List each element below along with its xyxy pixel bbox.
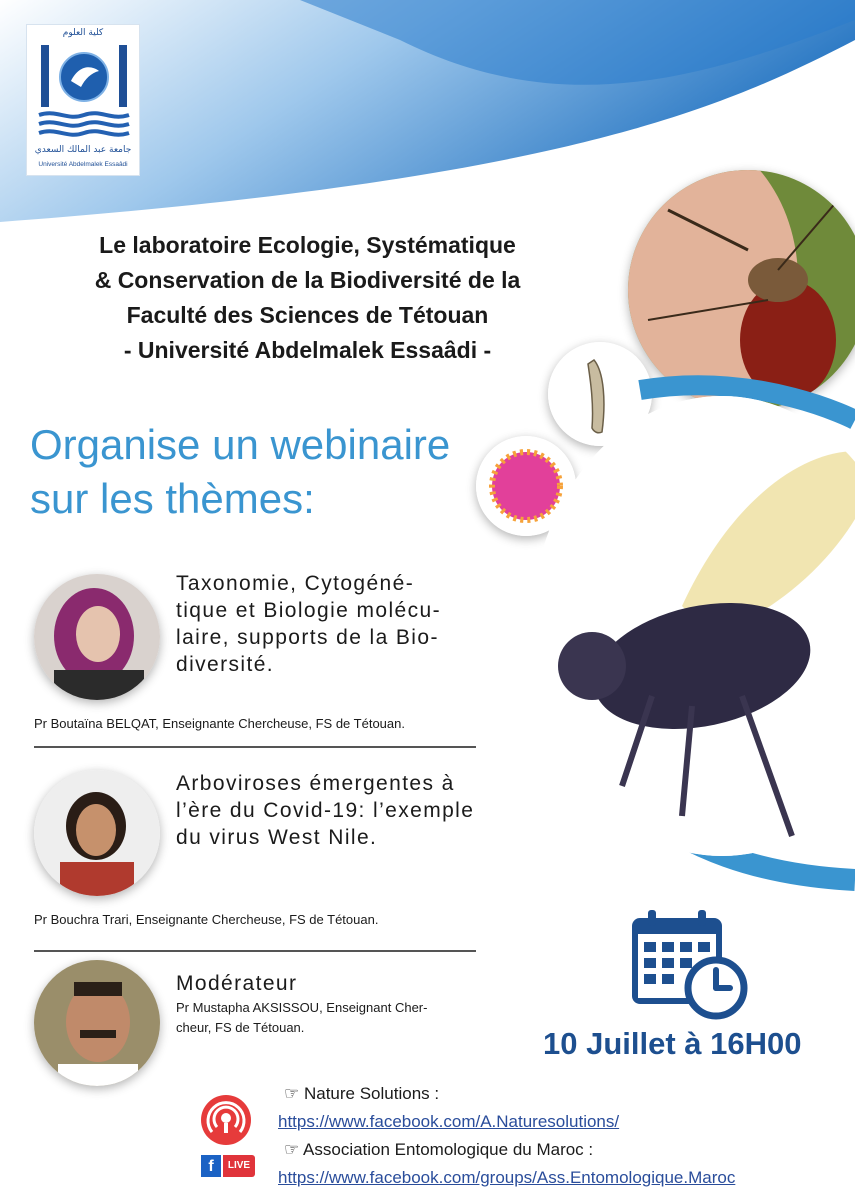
talk-title-line: tique et Biologie molécu- bbox=[176, 599, 441, 622]
section-divider bbox=[34, 950, 476, 952]
link-label-nature-solutions: ☞ Nature Solutions : bbox=[284, 1084, 440, 1103]
section-divider bbox=[34, 746, 476, 748]
talk-title-line: Taxonomie, Cytogéné- bbox=[176, 572, 415, 595]
moderator-name-line: Pr Mustapha AKSISSOU, Enseignant Cher- bbox=[176, 1000, 428, 1015]
headline-line: - Université Abdelmalek Essaâdi - bbox=[123, 337, 492, 363]
talk-title-line: du virus West Nile. bbox=[176, 826, 378, 849]
logo-arabic-name: جامعة عبد المالك السعدي bbox=[34, 145, 132, 155]
live-broadcast-icon bbox=[201, 1095, 251, 1145]
moderator-name bbox=[176, 998, 427, 1038]
organizer-headline bbox=[20, 228, 595, 368]
logo-emblem bbox=[27, 25, 141, 145]
facebook-icon: f bbox=[201, 1155, 221, 1177]
speaker-2: Pr Bouchra Trari, Enseignante Chercheuse, FS de Tétouan. bbox=[34, 912, 379, 927]
talk-title-line: diversité. bbox=[176, 653, 275, 676]
speaker-photo-trari bbox=[34, 770, 160, 896]
logo-latin-name: Université Abdelmalek Essaâdi bbox=[38, 161, 128, 168]
live-label: LIVE bbox=[223, 1155, 255, 1177]
headline-line: Le laboratoire Ecologie, Systématique bbox=[99, 232, 516, 258]
mosquito-photo bbox=[628, 170, 855, 410]
speaker-1: Pr Boutaïna BELQAT, Enseignante Chercheuse, FS de Tétouan. bbox=[34, 716, 405, 731]
link-nature-solutions[interactable]: https://www.facebook.com/A.Naturesolutions/ bbox=[278, 1112, 620, 1131]
talk-title-line: l’ère du Covid-19: l’exemple bbox=[176, 799, 475, 822]
talk-title-1 bbox=[176, 570, 441, 678]
talk-title-line: Arboviroses émergentes à bbox=[176, 772, 455, 795]
moderator-title: Modérateur bbox=[176, 972, 298, 995]
talk-title-2 bbox=[176, 770, 474, 851]
link-label-association: ☞ Association Entomologique du Maroc : bbox=[284, 1140, 594, 1159]
moderator-name-line: cheur, FS de Tétouan. bbox=[176, 1020, 305, 1035]
fly-photo bbox=[532, 396, 855, 856]
calendar-clock-icon bbox=[630, 908, 748, 1020]
facebook-live-icon bbox=[201, 1155, 255, 1177]
logo-arabic-top: كلية العلوم bbox=[62, 28, 104, 38]
moderator-photo bbox=[34, 960, 160, 1086]
event-date: 10 Juillet à 16H00 bbox=[543, 1026, 802, 1061]
speaker-photo-belqat bbox=[34, 574, 160, 700]
talk-title-line: laire, supports de la Bio- bbox=[176, 626, 439, 649]
link-association-entomologique[interactable]: https://www.facebook.com/groups/Ass.Entomologique.Maroc bbox=[278, 1168, 736, 1187]
headline-line: Faculté des Sciences de Tétouan bbox=[126, 302, 489, 328]
headline-line: & Conservation de la Biodiversité de la bbox=[94, 267, 521, 293]
university-logo bbox=[26, 24, 140, 176]
subtitle-line: Organise un webinaire bbox=[30, 421, 451, 468]
subtitle-line: sur les thèmes: bbox=[30, 475, 315, 522]
webinar-subtitle bbox=[30, 418, 510, 526]
